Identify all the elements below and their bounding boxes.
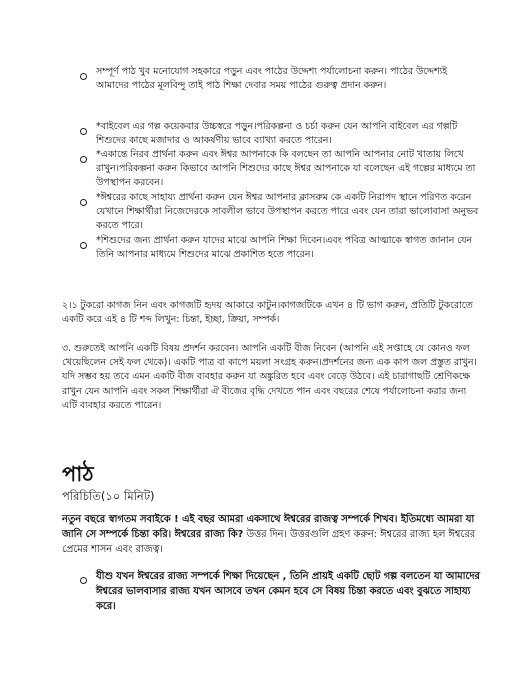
intro-subheading: পরিচিতি(১০ মিনিট) [62, 489, 155, 503]
intro-paragraph [62, 512, 482, 557]
bullet-icon [80, 128, 87, 135]
bullet-text-3: যীশু যখন ঈশ্বরের রাজ্য সম্পর্কে শিক্ষা দিয়েছেন , তিনি প্রায়ই একটি ছোট গল্প বলতেন যা আমাদের ঈশ্বরের ভালবাসার রাজ্য যখন আসবে তখন কেমন হবে সে বিষয় চিন্তা করতে এবং বুঝতে সাহায্য করে। [96, 571, 480, 612]
intro-normal-text: উত্তর দিন। উত্তরগুলি গ্রহণ করুন: ঈশ্বরের রাজ্য হল ঈশ্বরের প্রেমের শাসন এবং রাজত্ব। [62, 529, 476, 555]
bullet-icon [80, 577, 87, 584]
bullet-icon [80, 242, 87, 249]
lesson-heading: পাঠ [62, 462, 94, 486]
bullet-icon [80, 73, 87, 80]
paragraph-3: ৩. শুরুতেই আপনি একটি বিষয় প্রদর্শন করবেন। আপনি একটি বীজ নিবেন (আপনি এই সপ্তাহে যে কোনও ফল খেয়েছিলেন সেই ফল থেকে)। একটি পাত্র বা কাপে ময়লা সংগ্রহ করুন।প্রদর্শনের জন্য এক কাপ জল প্রস্তুত রাখুন। যদি সম্ভব হয় তবে এমন একটি বীজ ব্যবহার করুন যা অঙ্কুরিত হবে এবং বেড়ে উঠবে। এই চারাগাছটি শ্রেণিকক্ষে রাখুন যেন আপনি এবং সকল শিক্ষার্থীরা ঐ বীজের বৃদ্ধি দেখতে পান এবং বছরের শেষে পর্যালোচনা করার জন্য এটি ব্যবহার করতে পারেন। [62, 343, 477, 411]
paragraph-2: ২।১ টুকরো কাগজ নিন এবং কাগজটি হৃদয় আকারে কাটুন।কাগজটিকে এখন ৪ টি ভাগ করুন, প্রতিটি টুকরোতে একটি করে এই ৪ টি শব্দ লিখুন: চিন্তা, ইচ্ছা, ক্রিয়া, সম্পর্ক। [62, 300, 473, 326]
bullet-text-2d: *শিশুদের জন্য প্রার্থনা করুন যাদের মাঝে আপনি শিক্ষা দিবেন।এবং পবিত্র আত্মাকে স্বাগত জানান যেন তিনি আপনার মাধ্যমে শিশুদের মাঝে প্রকাশিত হতে পারেন। [96, 235, 473, 261]
bullet-text-1: সম্পূর্ণ পাঠ খুব মনোযোগ সহকারে পড়ুন এবং পাঠের উদ্দেশ্য পর্যালোচনা করুন। পাঠের উদ্দেশ্যই আমাদের পাঠের মূলবিন্দু তাই পাঠ শিক্ষা দেবার সময় পাঠের গুরুত্ব প্রদান করুন। [96, 66, 448, 92]
bullet-text-2c: *ঈশ্বরের কাছে সাহায্য প্রার্থনা করুন যেন ঈশ্বর আপনার ক্লাসরুম কে একটি নিরাপদ স্থানে পরিণত করেন যেখানে শিক্ষার্থীরা নিজেদেরকে সাবলীল ভাবে উপস্থাপন করতে পারে এবং যেন তারা ভালোবাসা অনুভব করতে পারে। [96, 192, 479, 232]
intro-bold-text: নতুন বছরে স্বাগতম সবাইকে ! এই বছর আমরা একসাথে ঈশ্বরের রাজত্ব সম্পর্কে শিখব। ইতিমধ্যে আমরা যা জানি সে সম্পর্কে চিন্তা করি। ঈশ্বরের রাজ্য কি? [62, 514, 475, 540]
bullet-text-2b: *একান্তে নিরব প্রার্থনা করুন এবং ঈশ্বর আপনাকে কি বলছেন তা আপনি আপনার নোট খাতায় লিখে রাখুন।পরিকল্পনা করুন কিভাবে আপনি শিশুদের কাছে ঈশ্বর আপনাকে যা বলেছেন এই গল্পের মাধ্যমে তা উপস্থাপন করবেন। [96, 149, 476, 189]
bullet-text-2a: *বাইবেল এর গল্প কয়েকবার উচ্চস্বরে পড়ুন।পরিকল্পনা ও চর্চা করুন যেন আপনি বাইবেল এর গল্পটি শিশুদের কাছে মজাদার ও আকর্ষণীয় ভাবে ব্যাখ্যা করতে পারেন। [96, 121, 458, 147]
bullet-icon [80, 199, 87, 206]
bullet-icon [80, 156, 87, 163]
